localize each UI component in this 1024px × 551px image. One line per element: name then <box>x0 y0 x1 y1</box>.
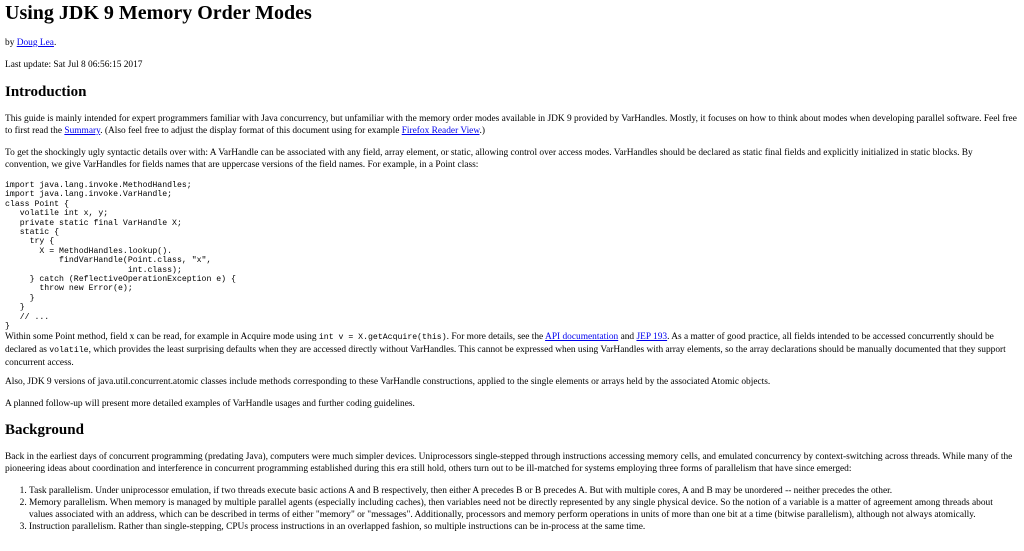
background-paragraph-1: Back in the earliest days of concurrent programming (predating Java), computers were much simpler devices. Uniprocessors single-stepped through instructions accessing memory cells, and emulated concurrency by context-switching across threads. While many of the pioneering ideas about coordination and interference in concurrent programming established during this era still hold, others turn out to be ill-matched for systems employing three forms of parallelism that have since emerged: <box>5 452 1013 474</box>
page-title: Using JDK 9 Memory Order Modes <box>5 2 312 24</box>
byline-suffix: . <box>53 38 57 48</box>
text-run: This guide is mainly intended for expert programmers familiar with Java concurrency, but unfamiliar with the memory order modes available in JDK 9 provided by VarHandles. Mostly, it focuses on how to think about modes when developing parallel software. Feel free to first read the <box>5 114 1017 136</box>
section-heading-background: Background <box>5 422 84 438</box>
code-block: import java.lang.invoke.MethodHandles; import java.lang.invoke.VarHandle; class Point { volatile int x, y; private static final VarHandle X; static { try { X = MethodHandles.lookup(). findVarHandle(Point.class, "x", int.class); } catch (ReflectiveOperationException e) { throw new Error(e); } } // ... } <box>5 181 236 332</box>
jep-193-link[interactable]: JEP 193 <box>636 332 668 342</box>
text-run: . For more details, see the <box>446 332 546 342</box>
list-item: 3. Instruction parallelism. Rather than single-stepping, CPUs process instructions in an overlapped fashion, so multiple instructions can be in-process at the same time. <box>29 521 1019 533</box>
intro-paragraph-4: Also, JDK 9 versions of java.util.concurrent.atomic classes include methods corresponding to these VarHandle constructions, applied to the single elements or arrays held by the associated Atomic objects. <box>5 377 771 387</box>
text-run: Within some Point method, field x can be read, for example in Acquire mode using <box>5 332 319 342</box>
intro-paragraph-2: To get the shockingly ugly syntactic details over with: A VarHandle can be associated with any field, array element, or static, allowing control over access modes. VarHandles should be declared as static final fields and explicitly initialized in static blocks. By convention, we give VarHandles for fields names that are uppercase versions of the field names. For example, in a Point class: <box>5 148 973 170</box>
api-documentation-link[interactable]: API documentation <box>545 332 619 342</box>
text-run: , which provides the least surprising defaults when they are accessed directly without VarHandles. This cannot be expressed when using VarHandles with array elements, so the array declarations should be manually documented that they support concurrent access. <box>5 345 1006 368</box>
section-heading-introduction: Introduction <box>5 84 87 100</box>
summary-link[interactable]: Summary <box>64 126 101 136</box>
intro-paragraph-1 <box>5 113 1019 137</box>
list-item: 2. Memory parallelism. When memory is managed by multiple parallel agents (especially including caches), then variables need not be directly represented by any single physical device. So the notion of a variable is a matter of agreement among threads about values associated with an address, which can be described in terms of either "memory" or "messages". Additionally, processors and memory perform operations in units of more than one bit at a time (bitwise parallelism), although not always atomically. <box>29 497 1019 521</box>
inline-code: volatile <box>49 346 89 355</box>
text-run: . (Also feel free to adjust the display format of this document using for example <box>100 126 402 136</box>
author-link[interactable]: Doug Lea <box>16 38 54 48</box>
intro-paragraph-3 <box>5 331 1019 369</box>
inline-code: int v = X.getAcquire(this) <box>318 333 447 342</box>
parallelism-list <box>5 485 1019 533</box>
last-update: Last update: Sat Jul 8 06:56:15 2017 <box>5 60 143 70</box>
byline-prefix: by <box>5 38 17 48</box>
byline <box>5 37 1019 49</box>
text-run: and <box>618 332 637 342</box>
text-run: .) <box>479 126 485 136</box>
text-run: . As a matter of good practice, all fields intended to be accessed concurrently should be declared as <box>5 332 994 355</box>
list-item: 1. Task parallelism. Under uniprocessor emulation, if two threads execute basic actions A and B respectively, then either A precedes B or B precedes A. But with multiple cores, A and B may be unordered -- neither precedes the other. <box>29 485 1019 497</box>
intro-paragraph-5: A planned follow-up will present more detailed examples of VarHandle usages and further coding guidelines. <box>5 399 415 409</box>
firefox-reader-view-link[interactable]: Firefox Reader View <box>401 126 480 136</box>
